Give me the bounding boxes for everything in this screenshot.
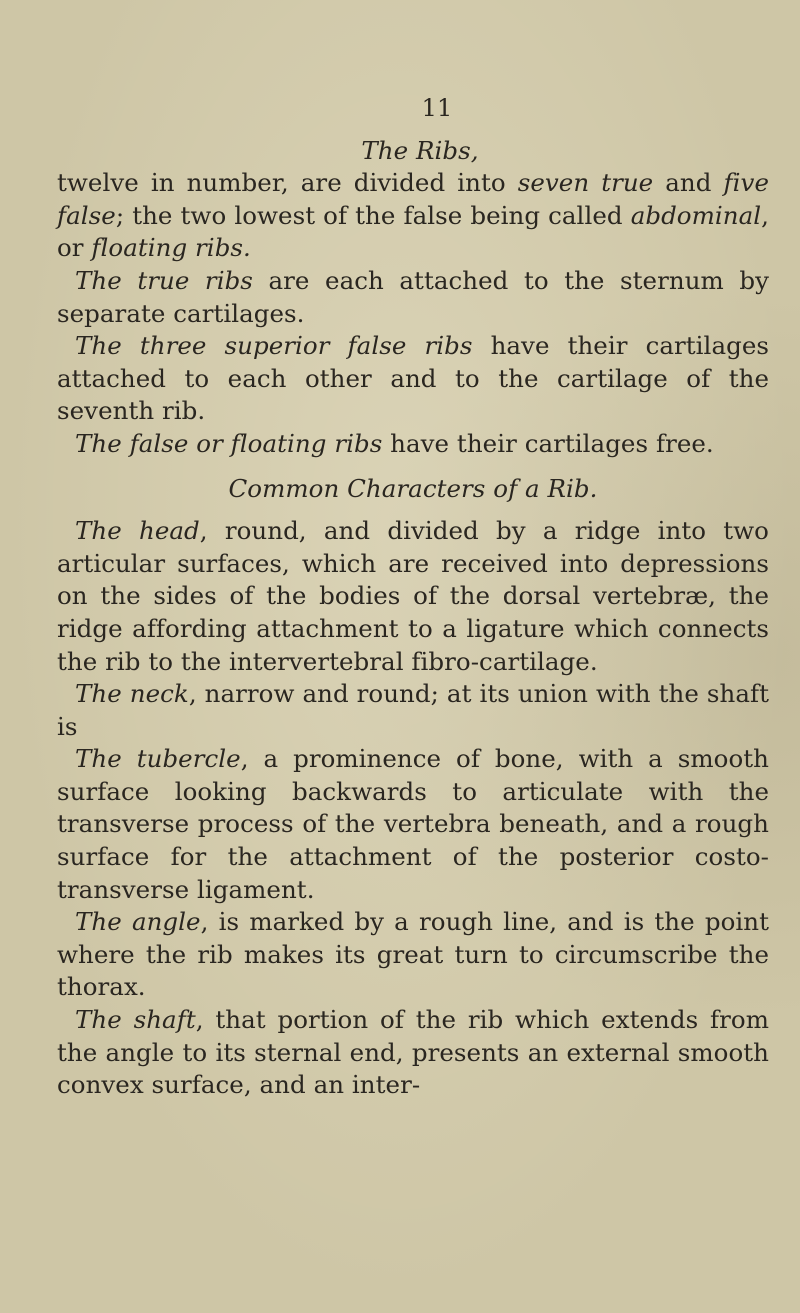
paragraph-head [57, 515, 769, 678]
text-run: , narrow and round; at its union with the shaft is [57, 679, 770, 741]
paragraph-angle [57, 906, 769, 1004]
italic-term: The angle [75, 907, 201, 937]
italic-term: floating ribs. [91, 233, 251, 263]
italic-term: The neck [75, 679, 189, 709]
text-run: have their cartilages free. [382, 428, 714, 458]
text-run: and [653, 168, 724, 198]
paragraph-shaft [57, 1004, 769, 1102]
page-text [57, 92, 769, 1102]
italic-term: seven true [517, 168, 654, 198]
text-run: , is marked by a rough line, and is the point where the rib makes its great turn to circumscribe the thorax. [57, 907, 769, 1002]
paragraph-three-superior [57, 330, 769, 428]
page-number: 11 [421, 94, 453, 122]
italic-term: five false [57, 168, 769, 230]
italic-term: The three superior false ribs [75, 331, 473, 361]
text-run: ; the two lowest of the false being called [115, 200, 631, 230]
text-run: twelve in number, are divided into [57, 168, 518, 198]
text-run: , a prominence of bone, with a smooth surface looking backwards to articulate with the transverse process of the vertebra beneath, and a rough surface for the attachment of the posterior costo-transverse ligament. [57, 744, 769, 904]
text-run: , that portion of the rib which extends from the angle to its sternal end, presents an external smooth convex surface, and an inter- [57, 1005, 769, 1100]
italic-term: The head [75, 516, 200, 546]
subtitle: Common Characters of a Rib. [228, 473, 598, 503]
paragraph-intro [57, 167, 769, 265]
italic-term: abdominal [630, 200, 762, 230]
paragraph-false-floating [57, 428, 769, 461]
text-run: , round, and divided by a ridge into two articular surfaces, which are received into depressions on the sides of the bodies of the dorsal vertebræ, the ridge affording attachment to a ligature which connects the rib to the intervertebral fibro-cartilage. [57, 516, 769, 676]
paragraph-tubercle [57, 743, 769, 906]
italic-term: The shaft [75, 1005, 196, 1035]
italic-term: The tubercle [75, 744, 241, 774]
section-title: The Ribs, [361, 135, 479, 165]
text-run: are each attached to the sternum by separate cartilages. [57, 265, 769, 328]
italic-term: The true ribs [75, 265, 253, 295]
paragraph-neck [57, 678, 769, 743]
text-run: have their cartilages attached to each other and to the cartilage of the seventh rib. [57, 331, 770, 426]
italic-term: The false or floating ribs [75, 428, 383, 458]
text-run: , or [57, 200, 769, 263]
paragraph-true-ribs [57, 265, 769, 330]
